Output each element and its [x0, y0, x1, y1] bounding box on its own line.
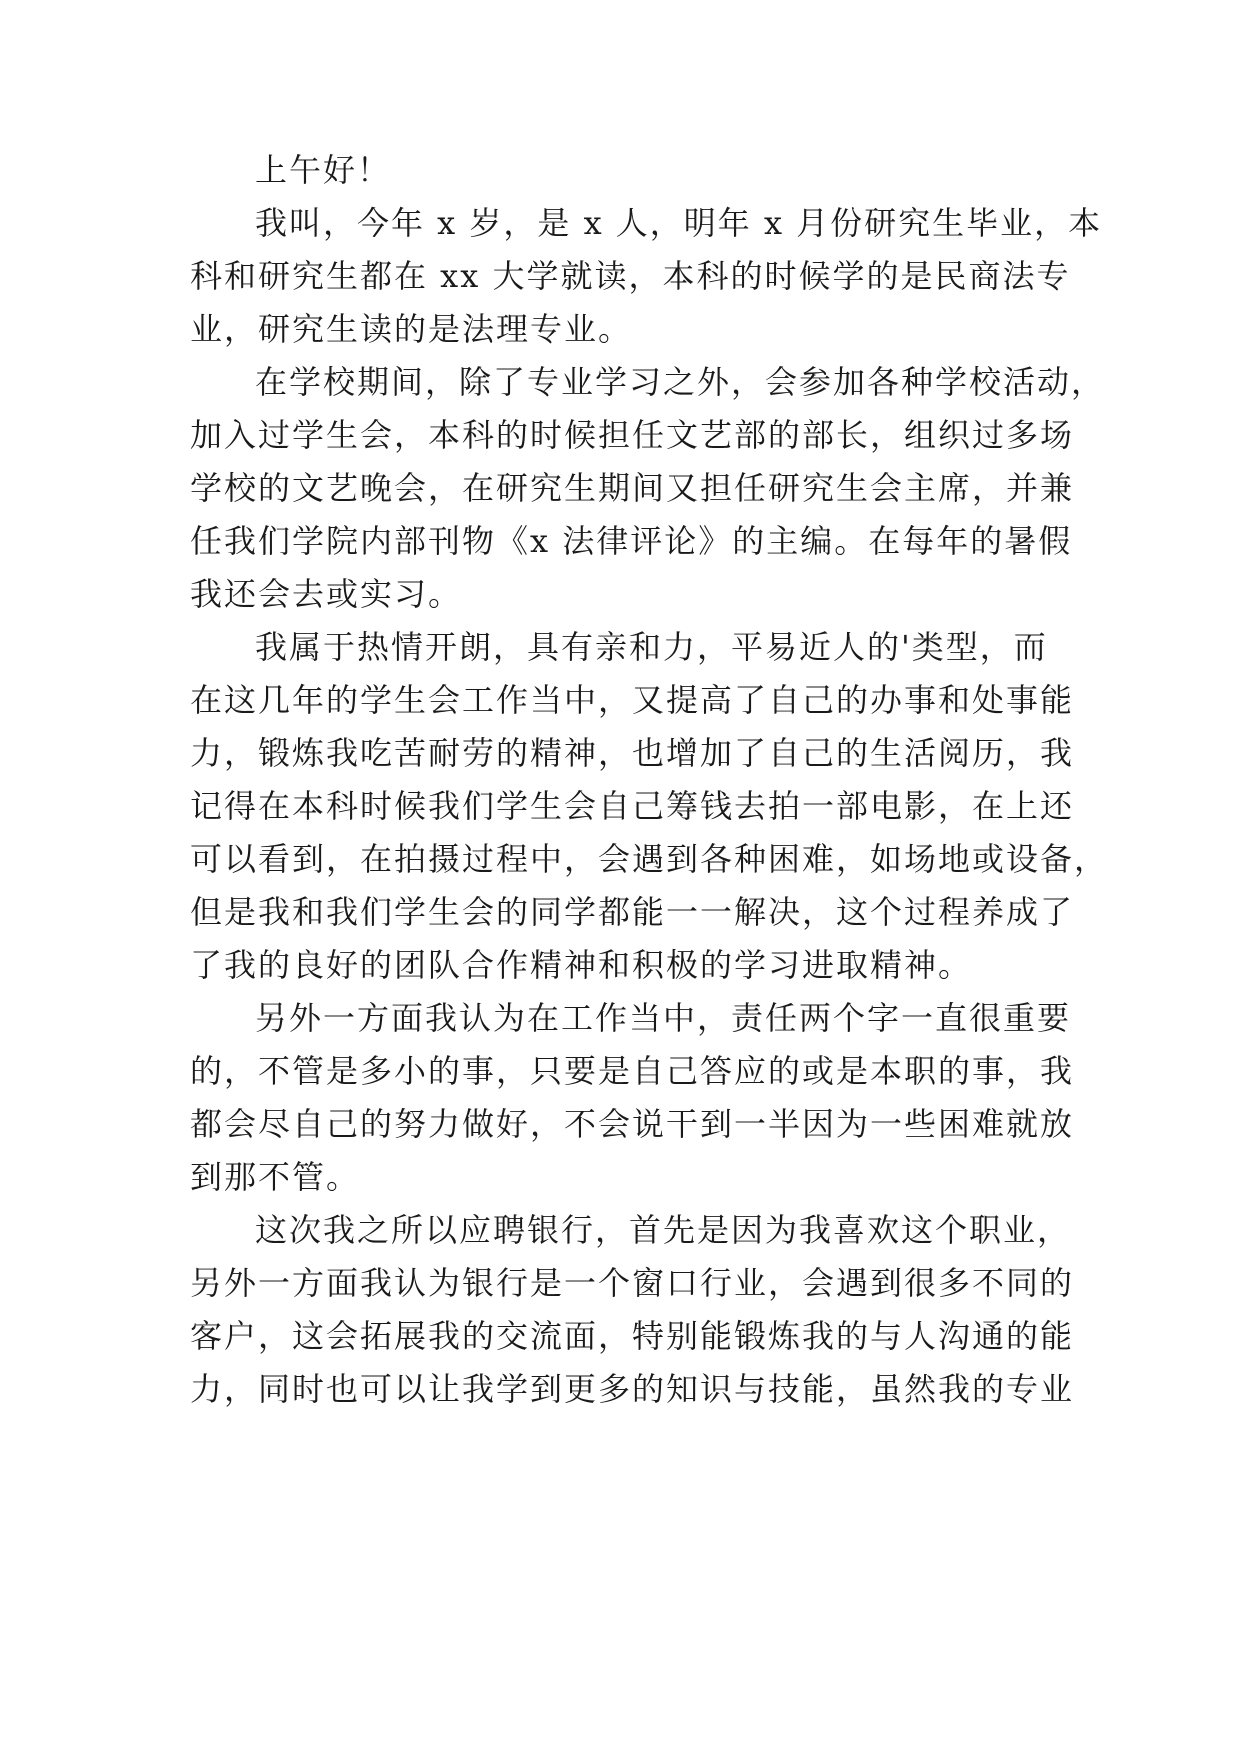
- paragraph-4-line-1: 另外一方面我认为在工作当中，责任两个字一直很重要: [255, 999, 1072, 1037]
- paragraph-2-line-4: 任我们学院内部刊物《x 法律评论》的主编。在每年的暑假: [190, 522, 1073, 560]
- paragraph-3-line-3: 力，锻炼我吃苦耐劳的精神，也增加了自己的生活阅历，我: [190, 734, 1075, 772]
- paragraph-2-line-2: 加入过学生会，本科的时候担任文艺部的部长，组织过多场: [190, 416, 1075, 454]
- paragraph-4-line-4: 到那不管。: [190, 1158, 361, 1196]
- paragraph-5-line-2: 另外一方面我认为银行是一个窗口行业，会遇到很多不同的: [190, 1264, 1075, 1302]
- greeting-line: 上午好！: [255, 151, 392, 189]
- paragraph-3-line-7: 了我的良好的团队合作精神和积极的学习进取精神。: [190, 946, 973, 984]
- paragraph-2-line-3: 学校的文艺晚会，在研究生期间又担任研究生会主席，并兼: [190, 469, 1075, 507]
- paragraph-1-line-1: 我叫，今年 x 岁，是 x 人，明年 x 月份研究生毕业，本: [255, 204, 1103, 242]
- paragraph-3-line-4: 记得在本科时候我们学生会自己筹钱去拍一部电影，在上还: [190, 787, 1075, 825]
- paragraph-4-line-2: 的，不管是多小的事，只要是自己答应的或是本职的事，我: [190, 1052, 1075, 1090]
- paragraph-2-line-5: 我还会去或实习。: [190, 575, 463, 613]
- paragraph-5-line-4: 力，同时也可以让我学到更多的知识与技能，虽然我的专业: [190, 1370, 1075, 1408]
- paragraph-3-line-2: 在这几年的学生会工作当中，又提高了自己的办事和处事能: [190, 681, 1075, 719]
- paragraph-3-line-6: 但是我和我们学生会的同学都能一一解决，这个过程养成了: [190, 893, 1075, 931]
- paragraph-1-line-2: 科和研究生都在 xx 大学就读，本科的时候学的是民商法专: [190, 257, 1071, 295]
- paragraph-1-line-3: 业，研究生读的是法理专业。: [190, 310, 633, 348]
- paragraph-3-line-1: 我属于热情开朗，具有亲和力，平易近人的'类型，而: [255, 628, 1048, 666]
- paragraph-4-line-3: 都会尽自己的努力做好，不会说干到一半因为一些困难就放: [190, 1105, 1075, 1143]
- paragraph-5-line-1: 这次我之所以应聘银行，首先是因为我喜欢这个职业，: [255, 1211, 1072, 1249]
- paragraph-3-line-5: 可以看到，在拍摄过程中，会遇到各种困难，如场地或设备，: [190, 840, 1109, 878]
- paragraph-2-line-1: 在学校期间，除了专业学习之外，会参加各种学校活动，: [255, 363, 1106, 401]
- paragraph-5-line-3: 客户，这会拓展我的交流面，特别能锻炼我的与人沟通的能: [190, 1317, 1075, 1355]
